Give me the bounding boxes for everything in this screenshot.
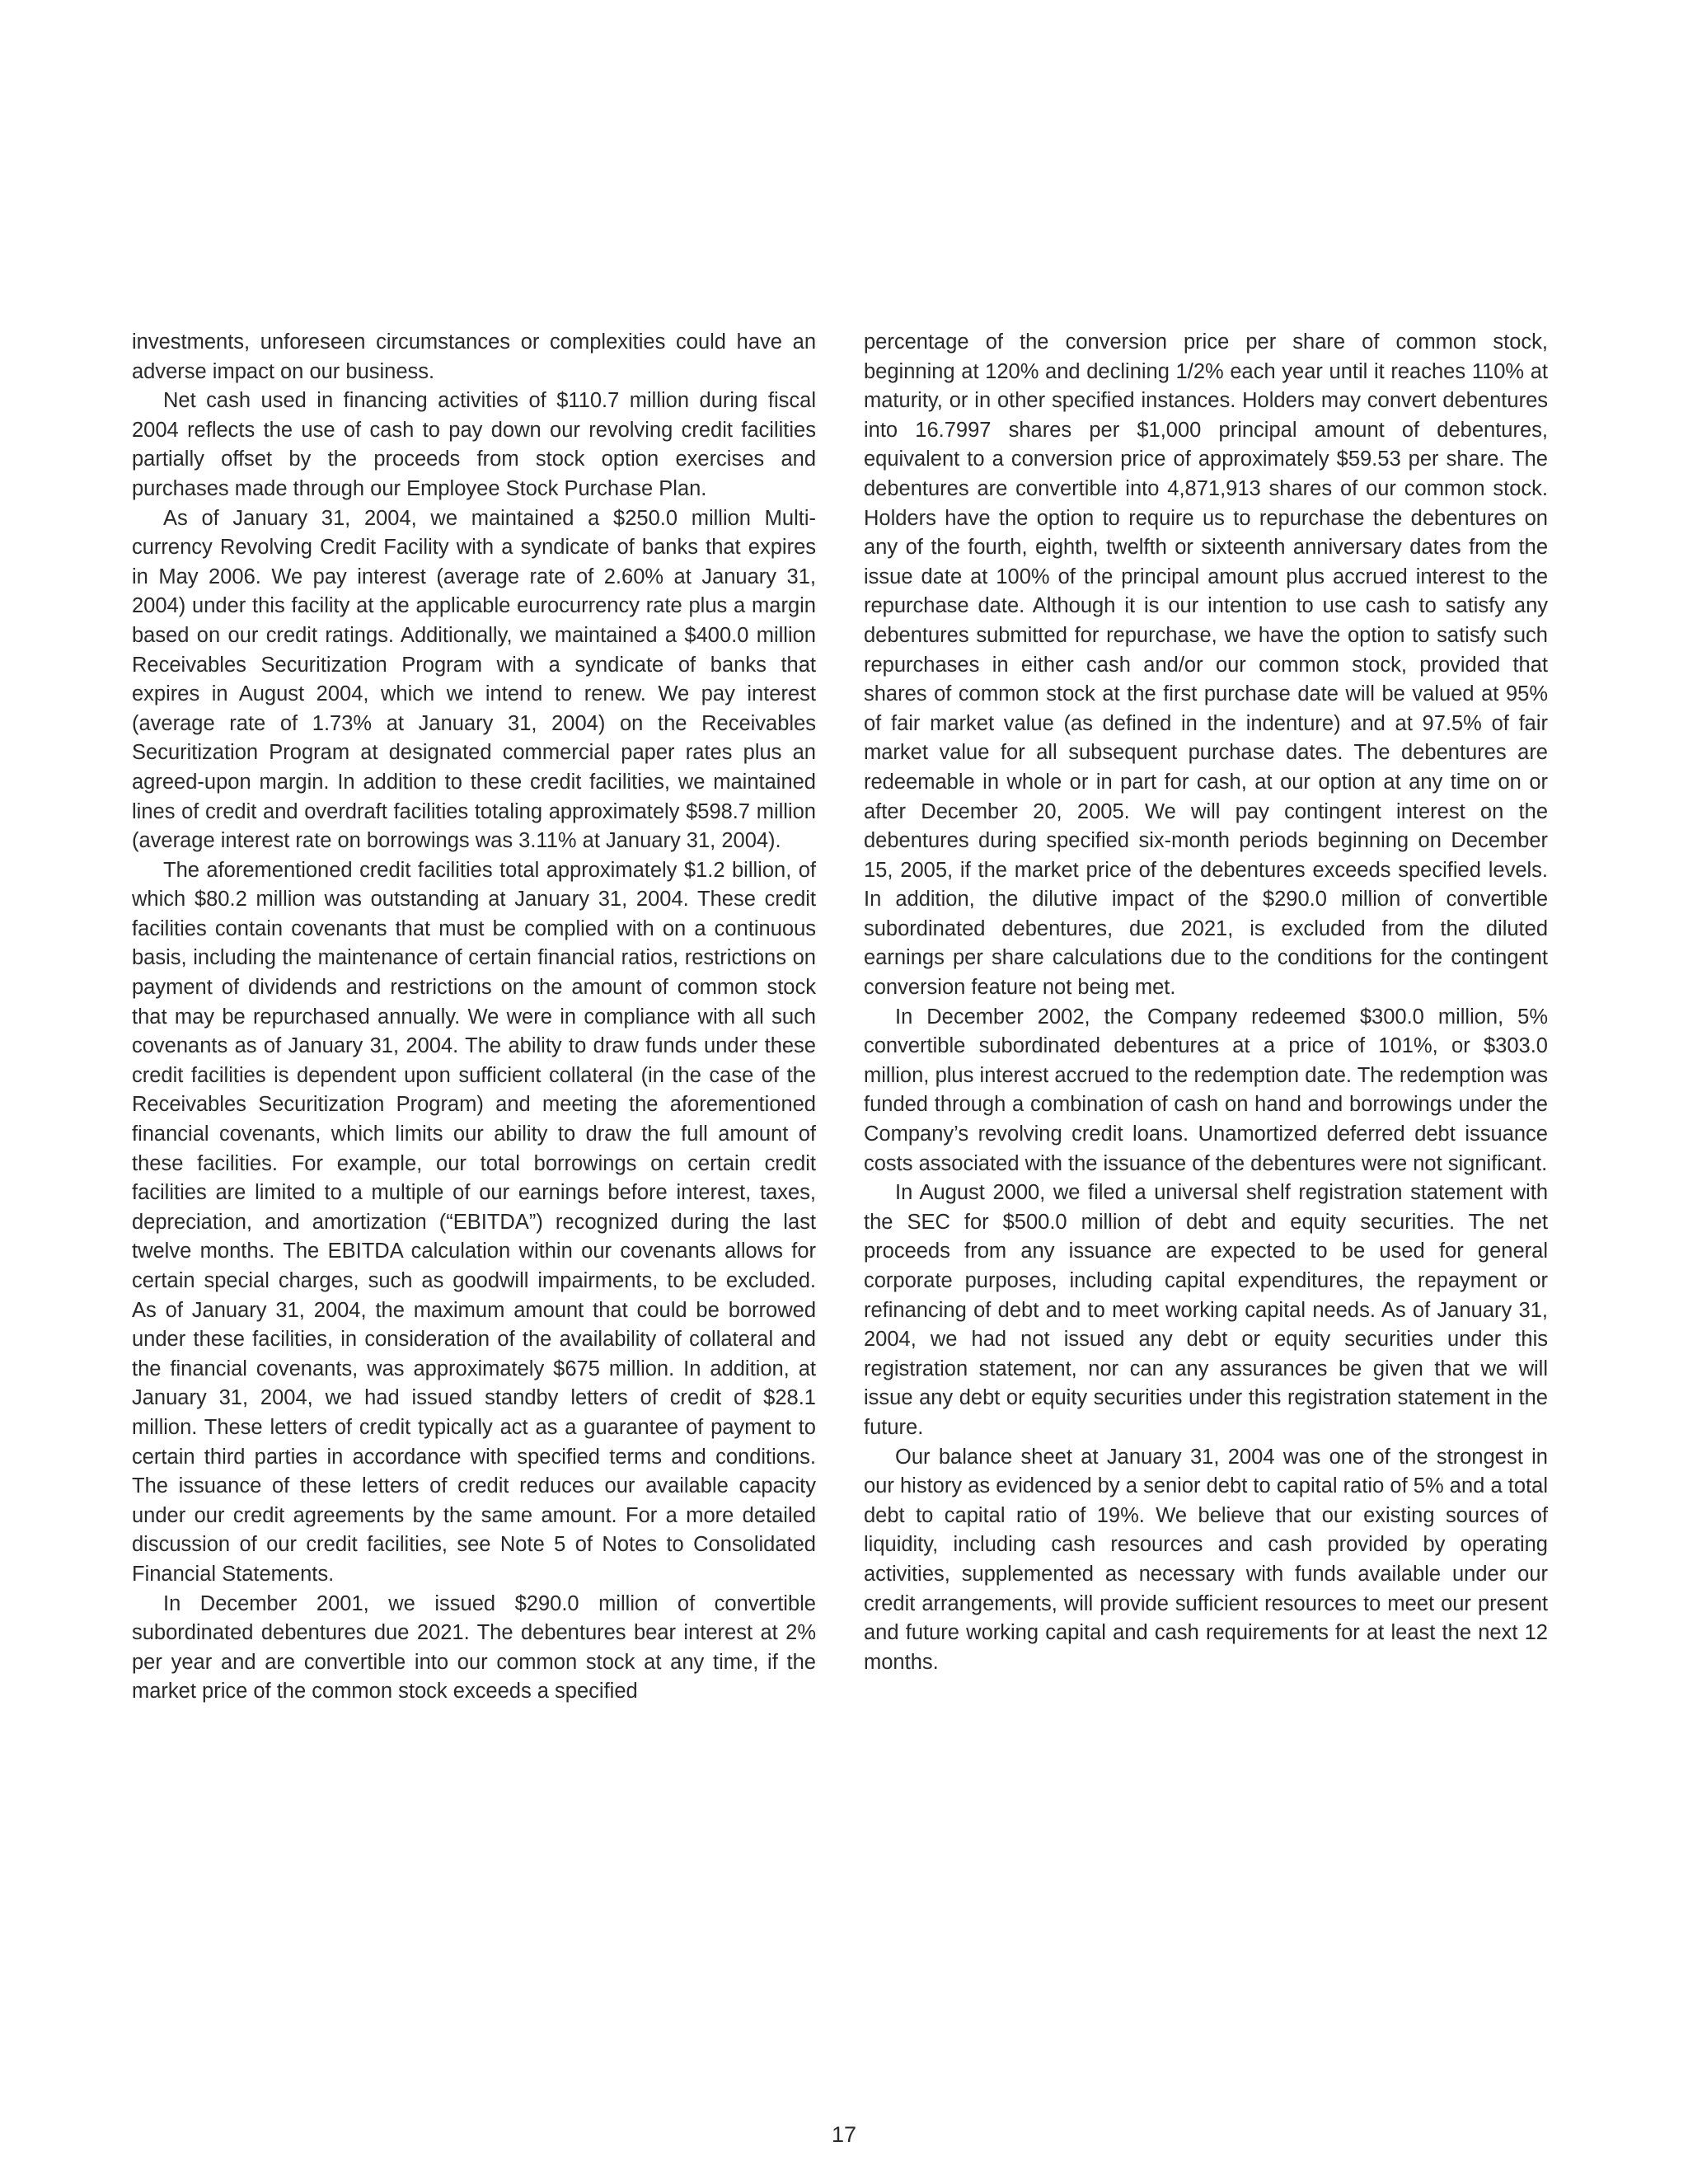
paragraph-financing-activities: Net cash used in financing activities of $110.7 million during fiscal 2004 reflects the use of cash to pay down our revolving credit facilities partially offset by the proceeds from stock option exercises and purchases made through our Employee Stock Purchase Plan.: [132, 389, 816, 500]
paragraph-convertible-debentures: In December 2001, we issued $290.0 million of convertible subordinated debentures due 2021. The debentures bear interest at 2% per year and are convertible into our common stock at any time, if the market price of the common stock exceeds a specified: [132, 1591, 816, 1704]
paragraph-covenants: The aforementioned credit facilities total approximately $1.2 billion, of which $80.2 million was outstanding at January 31, 2004. These credit facilities contain covenants that must be complied with on a continuous basis, including the maintenance of certain financial ratios, restrictions on payment of dividends and restrictions on the amount of common stock that may be repurchased annually. We were in compliance with all such covenants as of January 31, 2004. The ability to draw funds under these credit facilities is dependent upon sufficient collateral (in the case of the Receivables Securitization Program) and meeting the aforementioned financial covenants, which limits our ability to draw the full amount of these facilities. For example, our total borrowings on certain credit facilities are limited to a multiple of our earnings before interest, taxes, depreciation, and amortization (“EBITDA”) recognized during the last twelve months. The EBITDA calculation within our covenants allows for certain special charges, such as goodwill impairments, to be excluded. As of January 31, 2004, the maximum amount that could be borrowed under these facilities, in consideration of the availability of collateral and the financial covenants, was approximately $675 million. In addition, at January 31, 2004, we had issued standby letters of credit of $28.1 million. These letters of credit typically act as a guarantee of payment to certain third parties in accordance with specified terms and conditions. The issuance of these letters of credit reduces our available capacity under our credit agreements by the same amount. For a more detailed discussion of our credit facilities, see Note 5 of Notes to Consolidated Financial Statements.: [132, 858, 816, 1586]
paragraph-shelf-registration: In August 2000, we filed a universal shelf registration statement with the SEC for $500.0 million of debt and equity securities. The net proceeds from any issuance are expected to be used for general corporate purposes, including capital expenditures, the repayment or refinancing of debt and to meet working capital needs. As of January 31, 2004, we had not issued any debt or equity securities under this registration statement, nor can any assurances be given that we will issue any debt or equity securities under this registration statement in the future.: [864, 1181, 1548, 1439]
left-text-column: [132, 328, 816, 1707]
paragraph-credit-facility: As of January 31, 2004, we maintained a $250.0 million Multi-currency Revolving Credit Facility with a syndicate of banks that expires in May 2006. We pay interest (average rate of 2.60% at January 31, 2004) under this facility at the applicable eurocurrency rate plus a margin based on our credit ratings. Additionally, we maintained a $400.0 million Receivables Securitization Program with a syndicate of banks that expires in August 2004, which we intend to renew. We pay interest (average rate of 1.73% at January 31, 2004) on the Receivables Securitization Program at designated commercial paper rates plus an agreed-upon margin. In addition to these credit facilities, we maintained lines of credit and overdraft facilities totaling approximately $598.7 million (average interest rate on borrowings was 3.11% at January 31, 2004).: [132, 506, 816, 853]
right-text-column: [864, 328, 1548, 1677]
page-number: 17: [831, 2122, 857, 2147]
paragraph-balance-sheet: Our balance sheet at January 31, 2004 was one of the strongest in our history as evidenced by a senior debt to capital ratio of 5% and a total debt to capital ratio of 19%. We believe that our existing sources of liquidity, including cash resources and cash provided by operating activities, supplemented as necessary with funds available under our credit arrangements, will provide sufficient resources to meet our present and future working capital and cash requirements for at least the next 12 months.: [864, 1445, 1548, 1674]
paragraph-continued-conversion: percentage of the conversion price per share of common stock, beginning at 120% and declining 1/2% each year until it reaches 110% at maturity, or in other specified instances. Holders may convert debentures into 16.7997 shares per $1,000 principal amount of debentures, equivalent to a conversion price of approximately $59.53 per share. The debentures are convertible into 4,871,913 shares of our common stock. Holders have the option to require us to repurchase the debentures on any of the fourth, eighth, twelfth or sixteenth anniversary dates from the issue date at 100% of the principal amount plus accrued interest to the repurchase date. Although it is our intention to use cash to satisfy any debentures submitted for repurchase, we have the option to satisfy such repurchases in either cash and/or our common stock, provided that shares of common stock at the first purchase date will be valued at 95% of fair market value (as defined in the indenture) and at 97.5% of fair market value for all subsequent purchase dates. The debentures are redeemable in whole or in part for cash, at our option at any time on or after December 20, 2005. We will pay contingent interest on the debentures during specified six-month periods beginning on December 15, 2005, if the market price of the debentures exceeds specified levels. In addition, the dilutive impact of the $290.0 million of convertible subordinated debentures, due 2021, is excluded from the diluted earnings per share calculations due to the conditions for the contingent conversion feature not being met.: [864, 330, 1548, 1000]
paragraph-redemption: In December 2002, the Company redeemed $300.0 million, 5% convertible subordinated debentures at a price of 101%, or $303.0 million, plus interest accrued to the redemption date. The redemption was funded through a combination of cash on hand and borrowings under the Company’s revolving credit loans. Unamortized deferred debt issuance costs associated with the issuance of the debentures were not significant.: [864, 1005, 1548, 1175]
paragraph-continued-investments: investments, unforeseen circumstances or complexities could have an adverse impact on our business.: [132, 330, 816, 383]
